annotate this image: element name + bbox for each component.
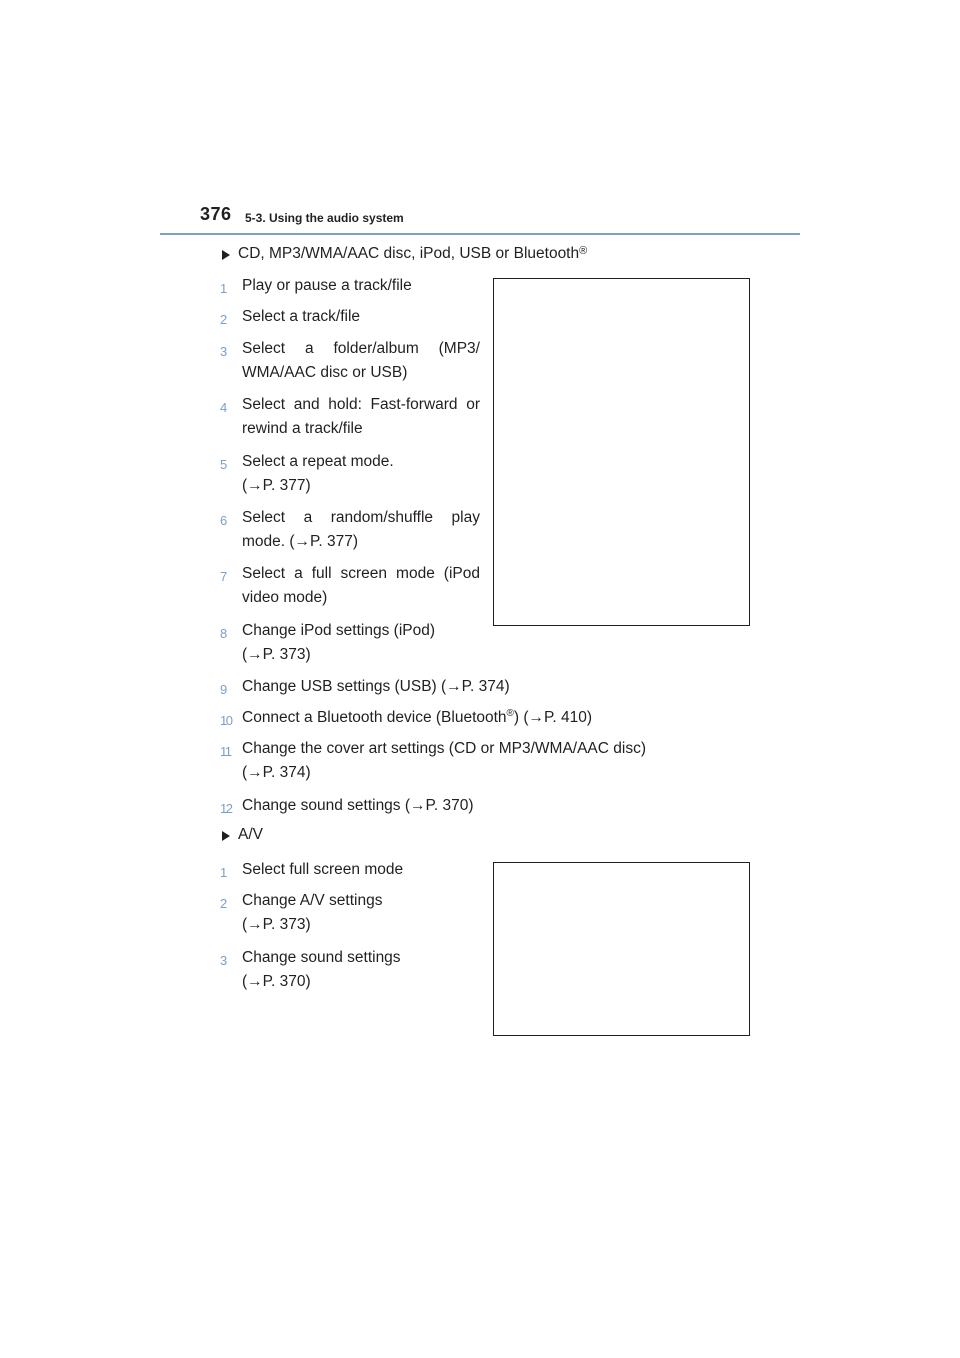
item-text-line1: Change sound settings — [242, 949, 401, 966]
item-text-line1: Select a full screen mode (iPod — [242, 565, 480, 582]
item-number: 1 — [220, 865, 228, 880]
item-text-line2: (→P. 370) — [242, 973, 311, 990]
item-number: 8 — [220, 626, 228, 641]
item-text: Change USB settings (USB) (→P. 374) — [242, 678, 510, 695]
item-text-line1: Change iPod settings (iPod) — [242, 622, 436, 639]
item-number: 9 — [220, 682, 228, 697]
item-text-line1: Change the cover art settings (CD or MP3/WMA/AAC disc) — [242, 740, 646, 757]
item-text: Change sound settings (→P. 370) — [242, 797, 474, 814]
item-number: 4 — [220, 400, 228, 415]
item-number: 5 — [220, 457, 228, 472]
item-number: 12 — [220, 801, 232, 816]
item-text: Play or pause a track/file — [242, 277, 412, 294]
item-text-line1: Select and hold: Fast-forward or — [242, 396, 480, 413]
item-text — [242, 946, 482, 994]
item-text-line1: Select a folder/album (MP3/ — [242, 340, 480, 357]
item-text-part-b: ) (→P. 410) — [513, 709, 593, 726]
item-text-line2: video mode) — [242, 589, 328, 606]
item-text: Select a track/file — [242, 308, 361, 325]
item-text — [242, 393, 480, 441]
section1-heading — [222, 245, 587, 263]
screen-illustration — [493, 862, 750, 1036]
item-text-line2: (→P. 373) — [242, 646, 311, 663]
item-text — [242, 619, 480, 667]
item-number: 1 — [220, 281, 228, 296]
section1-heading-text: CD, MP3/WMA/AAC disc, iPod, USB or Bluetooth — [238, 245, 580, 262]
item-text-part-a: Connect a Bluetooth device (Bluetooth — [242, 709, 507, 726]
item-number: 7 — [220, 569, 228, 584]
item-text — [242, 706, 742, 730]
item-text — [242, 450, 480, 498]
item-number: 2 — [220, 896, 228, 911]
item-number: 2 — [220, 312, 228, 327]
item-text — [242, 562, 480, 610]
item-text-line2: (→P. 377) — [242, 477, 311, 494]
item-text-line2: (→P. 373) — [242, 916, 311, 933]
item-text-line2: (→P. 374) — [242, 764, 311, 781]
item-text-line2: rewind a track/file — [242, 420, 363, 437]
registered-mark: ® — [579, 245, 588, 257]
item-text — [242, 506, 480, 554]
item-number: 10 — [220, 713, 232, 728]
item-text-line2: mode. (→P. 377) — [242, 533, 359, 550]
section2-heading — [222, 826, 263, 844]
item-text — [242, 889, 482, 937]
item-text — [242, 737, 762, 785]
item-text — [242, 337, 480, 385]
item-number: 6 — [220, 513, 228, 528]
page-number: 376 — [200, 204, 232, 224]
screen-illustration — [493, 278, 750, 626]
registered-mark: ® — [506, 707, 514, 719]
section-title: 5-3. Using the audio system — [245, 211, 404, 225]
item-text-line1: Select a random/shuffle play — [242, 509, 480, 526]
item-number: 11 — [220, 744, 231, 759]
triangle-bullet-icon — [222, 250, 230, 260]
item-text-line2: WMA/AAC disc or USB) — [242, 364, 408, 381]
header-rule — [160, 233, 800, 235]
triangle-bullet-icon — [222, 831, 230, 841]
item-number: 3 — [220, 953, 228, 968]
section2-heading-text: A/V — [238, 826, 263, 843]
item-text-line1: Select a repeat mode. — [242, 453, 394, 470]
item-text: Select full screen mode — [242, 861, 404, 878]
item-text-line1: Change A/V settings — [242, 892, 383, 909]
item-number: 3 — [220, 344, 228, 359]
